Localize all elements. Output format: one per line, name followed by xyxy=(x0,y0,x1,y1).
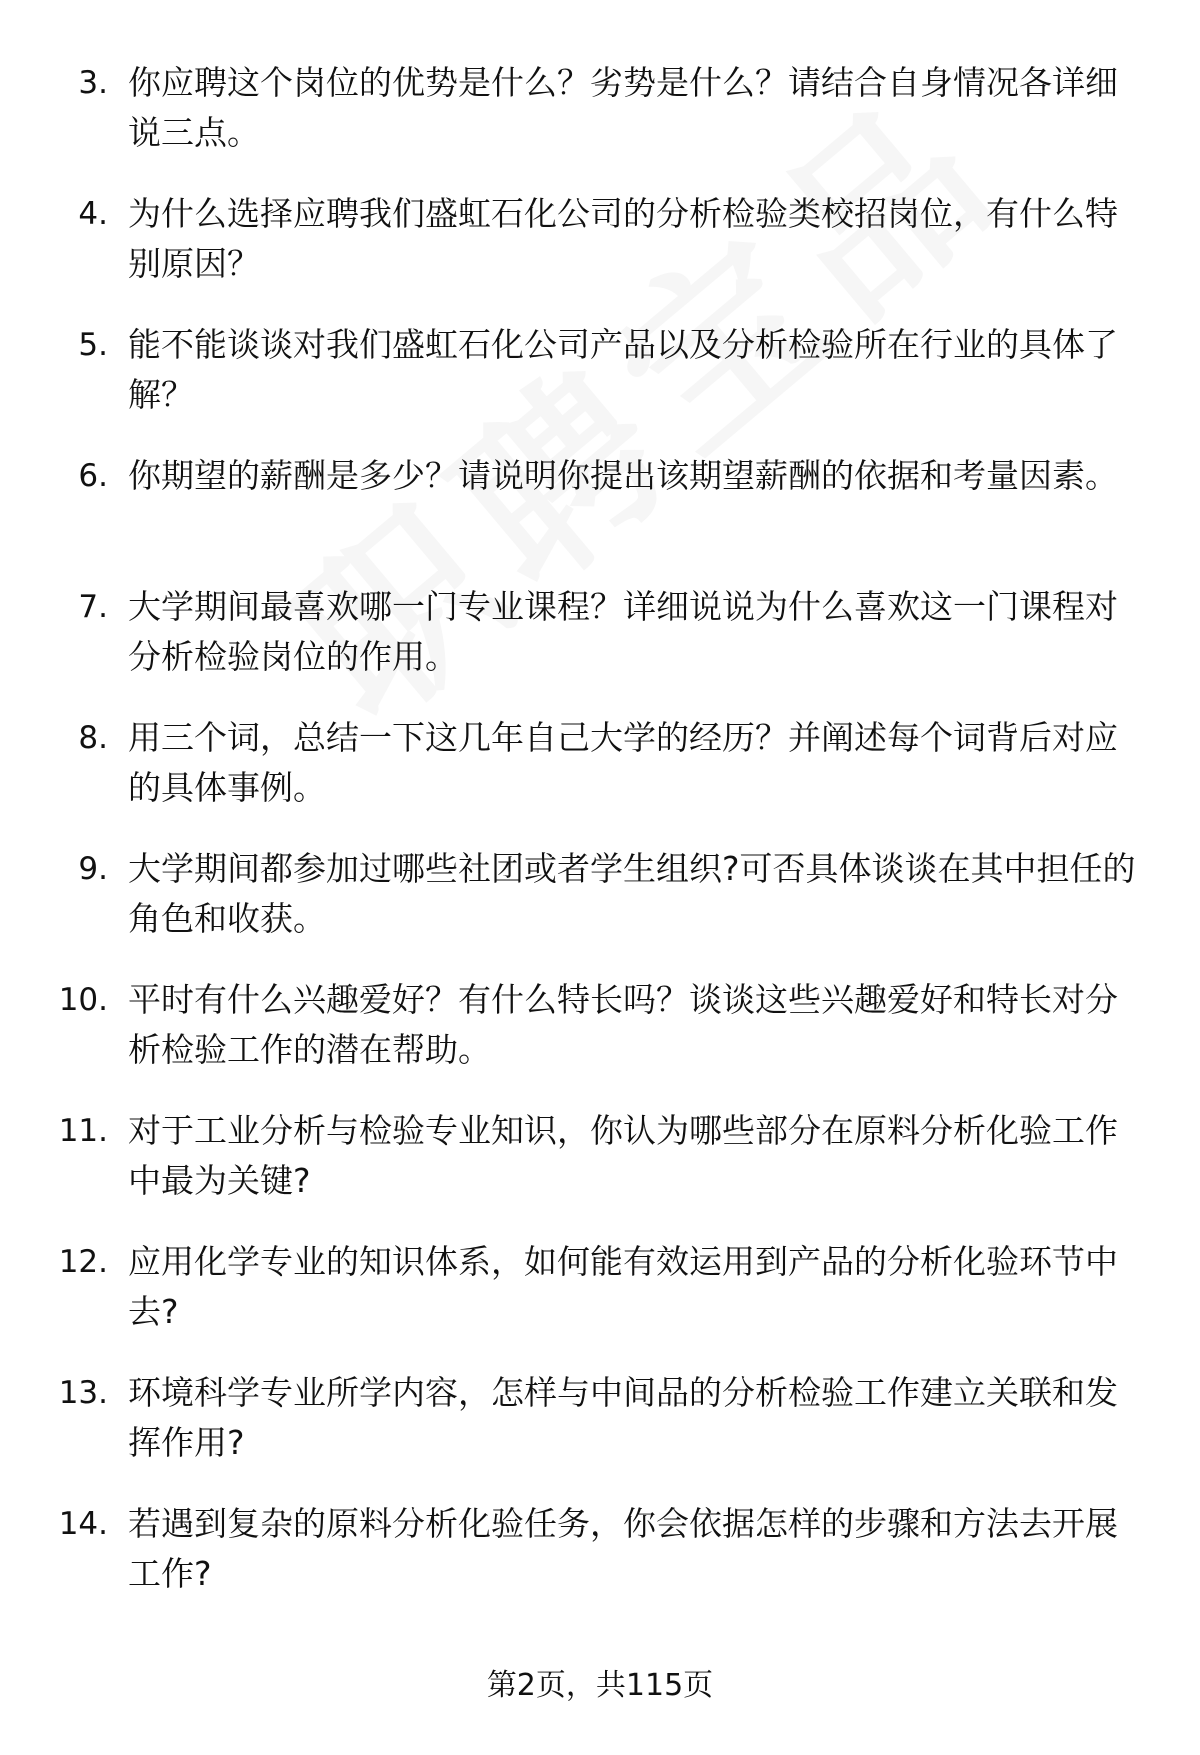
question-number: 12. xyxy=(58,1244,108,1280)
question-item xyxy=(0,713,1200,844)
question-number: 3. xyxy=(78,65,108,101)
question-text: 平时有什么兴趣爱好？有什么特长吗？谈谈这些兴趣爱好和特长对分析检验工作的潜在帮助。 xyxy=(128,980,1118,1069)
question-item xyxy=(0,451,1200,582)
page-footer: 第2页，共115页 xyxy=(486,1668,714,1703)
question-item xyxy=(0,1499,1200,1630)
question-item xyxy=(0,1237,1200,1368)
question-text: 大学期间都参加过哪些社团或者学生组织?可否具体谈谈在其中担任的角色和收获。 xyxy=(128,849,1136,938)
question-text: 若遇到复杂的原料分析化验任务，你会依据怎样的步骤和方法去开展工作? xyxy=(128,1504,1118,1593)
question-number: 8. xyxy=(78,720,108,756)
question-number: 13. xyxy=(58,1375,108,1411)
question-item xyxy=(0,975,1200,1106)
question-number: 7. xyxy=(78,589,108,625)
question-text: 你应聘这个岗位的优势是什么？劣势是什么？请结合自身情况各详细说三点。 xyxy=(128,63,1118,152)
question-item xyxy=(0,189,1200,320)
question-text: 为什么选择应聘我们盛虹石化公司的分析检验类校招岗位，有什么特别原因？ xyxy=(128,194,1118,283)
question-text: 应用化学专业的知识体系，如何能有效运用到产品的分析化验环节中去? xyxy=(128,1242,1118,1331)
question-item xyxy=(0,1106,1200,1237)
question-number: 9. xyxy=(78,851,108,887)
question-text: 环境科学专业所学内容，怎样与中间品的分析检验工作建立关联和发挥作用? xyxy=(128,1373,1118,1462)
question-text: 对于工业分析与检验专业知识，你认为哪些部分在原料分析化验工作中最为关键? xyxy=(128,1111,1118,1200)
question-number: 6. xyxy=(78,458,108,494)
question-text: 能不能谈谈对我们盛虹石化公司产品以及分析检验所在行业的具体了解？ xyxy=(128,325,1118,414)
question-text: 你期望的薪酬是多少？请说明你提出该期望薪酬的依据和考量因素。 xyxy=(128,456,1118,495)
question-list xyxy=(0,58,1200,1630)
question-item xyxy=(0,582,1200,713)
question-item xyxy=(0,320,1200,451)
question-text: 用三个词，总结一下这几年自己大学的经历？并阐述每个词背后对应的具体事例。 xyxy=(128,718,1118,807)
question-number: 10. xyxy=(58,982,108,1018)
question-item xyxy=(0,58,1200,189)
question-number: 5. xyxy=(78,327,108,363)
question-number: 4. xyxy=(78,196,108,232)
question-number: 14. xyxy=(58,1506,108,1542)
question-item xyxy=(0,844,1200,975)
question-text: 大学期间最喜欢哪一门专业课程？详细说说为什么喜欢这一门课程对分析检验岗位的作用。 xyxy=(128,587,1118,676)
question-number: 11. xyxy=(58,1113,108,1149)
question-item xyxy=(0,1368,1200,1499)
